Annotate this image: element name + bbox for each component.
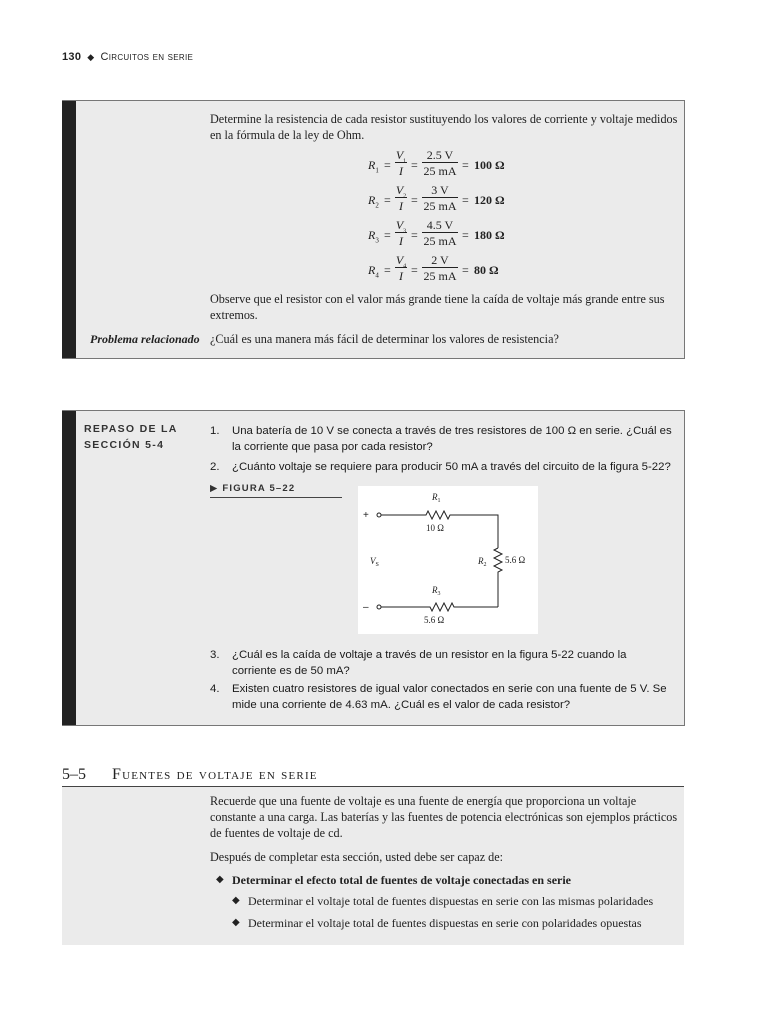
- example-intro: Determine la resistencia de cada resistor sustituyendo los valores de corriente y voltaje medidos en la fórmula de la ley de Ohm.: [210, 112, 678, 142]
- example-box: [62, 100, 685, 359]
- section-intro-box: [62, 787, 684, 945]
- figure-label-rule: [210, 497, 342, 498]
- positive-terminal-icon: [377, 513, 381, 517]
- figure-5-22-circuit: [358, 486, 538, 634]
- review-question-2: 2. ¿Cuánto voltaje se requiere para producir 50 mA a través del circuito de la figura 5-22?: [210, 461, 671, 473]
- negative-terminal-icon: [377, 605, 381, 609]
- page-number: 130: [62, 51, 82, 63]
- source-label: $V_S$: [370, 556, 379, 568]
- example-side-bar: [62, 101, 76, 358]
- objective-main: ◆ Determinar el efecto total de fuentes de voltaje conectadas en serie: [216, 873, 571, 887]
- equation-r3: $R_3$ = $V_3$ I = 4.5 V 25 mA = 180 Ω: [368, 218, 505, 248]
- result-r2: 120 Ω: [474, 193, 505, 207]
- bottom-wire-with-r3: [381, 603, 498, 611]
- minus-sign: –: [363, 602, 369, 613]
- result-r3: 180 Ω: [474, 228, 505, 242]
- section-heading: [62, 766, 684, 787]
- review-side-bar: [62, 411, 76, 725]
- section-objectives-lead: Después de completar esta sección, usted debe ser capaz de:: [210, 850, 504, 864]
- bullet-diamond-icon: ◆: [232, 895, 240, 906]
- example-observation: Observe que el resistor con el valor más grande tiene la caída de voltaje más grande entre sus extremos.: [210, 292, 665, 322]
- objective-sub-1: ◆ Determinar el voltaje total de fuentes dispuestas en serie con las mismas polaridades: [232, 894, 654, 908]
- r2-value: 5.6 Ω: [505, 555, 526, 565]
- related-problem-text: ¿Cuál es una manera más fácil de determinar los valores de resistencia?: [210, 332, 559, 346]
- bullet-diamond-icon: ◆: [216, 874, 224, 885]
- review-title: REPASO DE LA SECCIÓN 5-4: [84, 423, 178, 451]
- r2-label: $R_2$: [478, 556, 487, 568]
- objective-sub-2: ◆ Determinar el voltaje total de fuentes dispuestas en serie con polaridades opuestas: [232, 916, 642, 930]
- r3-value: 5.6 Ω: [424, 615, 445, 625]
- review-question-4: 4. Existen cuatro resistores de igual valor conectados en serie con una fuente de 5 V. Se mide una corriente de 4.63 mA. ¿Cuál es el valor de cada resistor?: [210, 683, 667, 711]
- figure-label: ▶ FIGURA 5–22: [210, 483, 296, 494]
- section-number: 5–5: [62, 766, 86, 783]
- related-problem-label: Problema relacionado: [90, 332, 200, 346]
- plus-sign: +: [363, 510, 369, 521]
- review-question-3: 3. ¿Cuál es la caída de voltaje a través de un resistor en la figura 5-22 cuando la corriente es de 50 mA?: [210, 649, 627, 677]
- circuit-diagram: [358, 486, 538, 634]
- running-head: [62, 51, 193, 63]
- result-r4: 80 Ω: [474, 263, 499, 277]
- equation-r2: $R_2$ = $V_2$ I = 3 V 25 mA = 120 Ω: [368, 183, 505, 213]
- section-review-box: [62, 410, 685, 726]
- bullet-diamond-icon: ◆: [232, 917, 240, 928]
- r1-value: 10 Ω: [426, 523, 444, 533]
- section-intro: Recuerde que una fuente de voltaje es una fuente de energía que proporciona un voltaje constante a una carga. Las baterías y las fuentes de potencia electrónicas son ejemplos prácticos de fuentes de voltaje de cd.: [210, 794, 678, 840]
- result-r1: 100 Ω: [474, 158, 505, 172]
- r1-label: $R_1$: [432, 492, 441, 504]
- equation-r4: $R_4$ = $V_4$ I = 2 V 25 mA = 80 Ω: [368, 253, 499, 283]
- equation-r1: $R_1$ = $V_1$ I = 2.5 V 25 mA = 100 Ω: [368, 148, 505, 178]
- section-title: Fuentes de voltaje en serie: [112, 766, 318, 783]
- chapter-title: Circuitos en serie: [100, 51, 194, 63]
- right-wire-with-r2: [494, 548, 502, 607]
- r3-label: $R_3$: [432, 585, 441, 597]
- review-question-1: 1. Una batería de 10 V se conecta a través de tres resistores de 100 Ω en serie. ¿Cuál es la corriente que pasa por cada resistor?: [210, 425, 672, 453]
- separator-diamond-icon: ◆: [87, 52, 95, 62]
